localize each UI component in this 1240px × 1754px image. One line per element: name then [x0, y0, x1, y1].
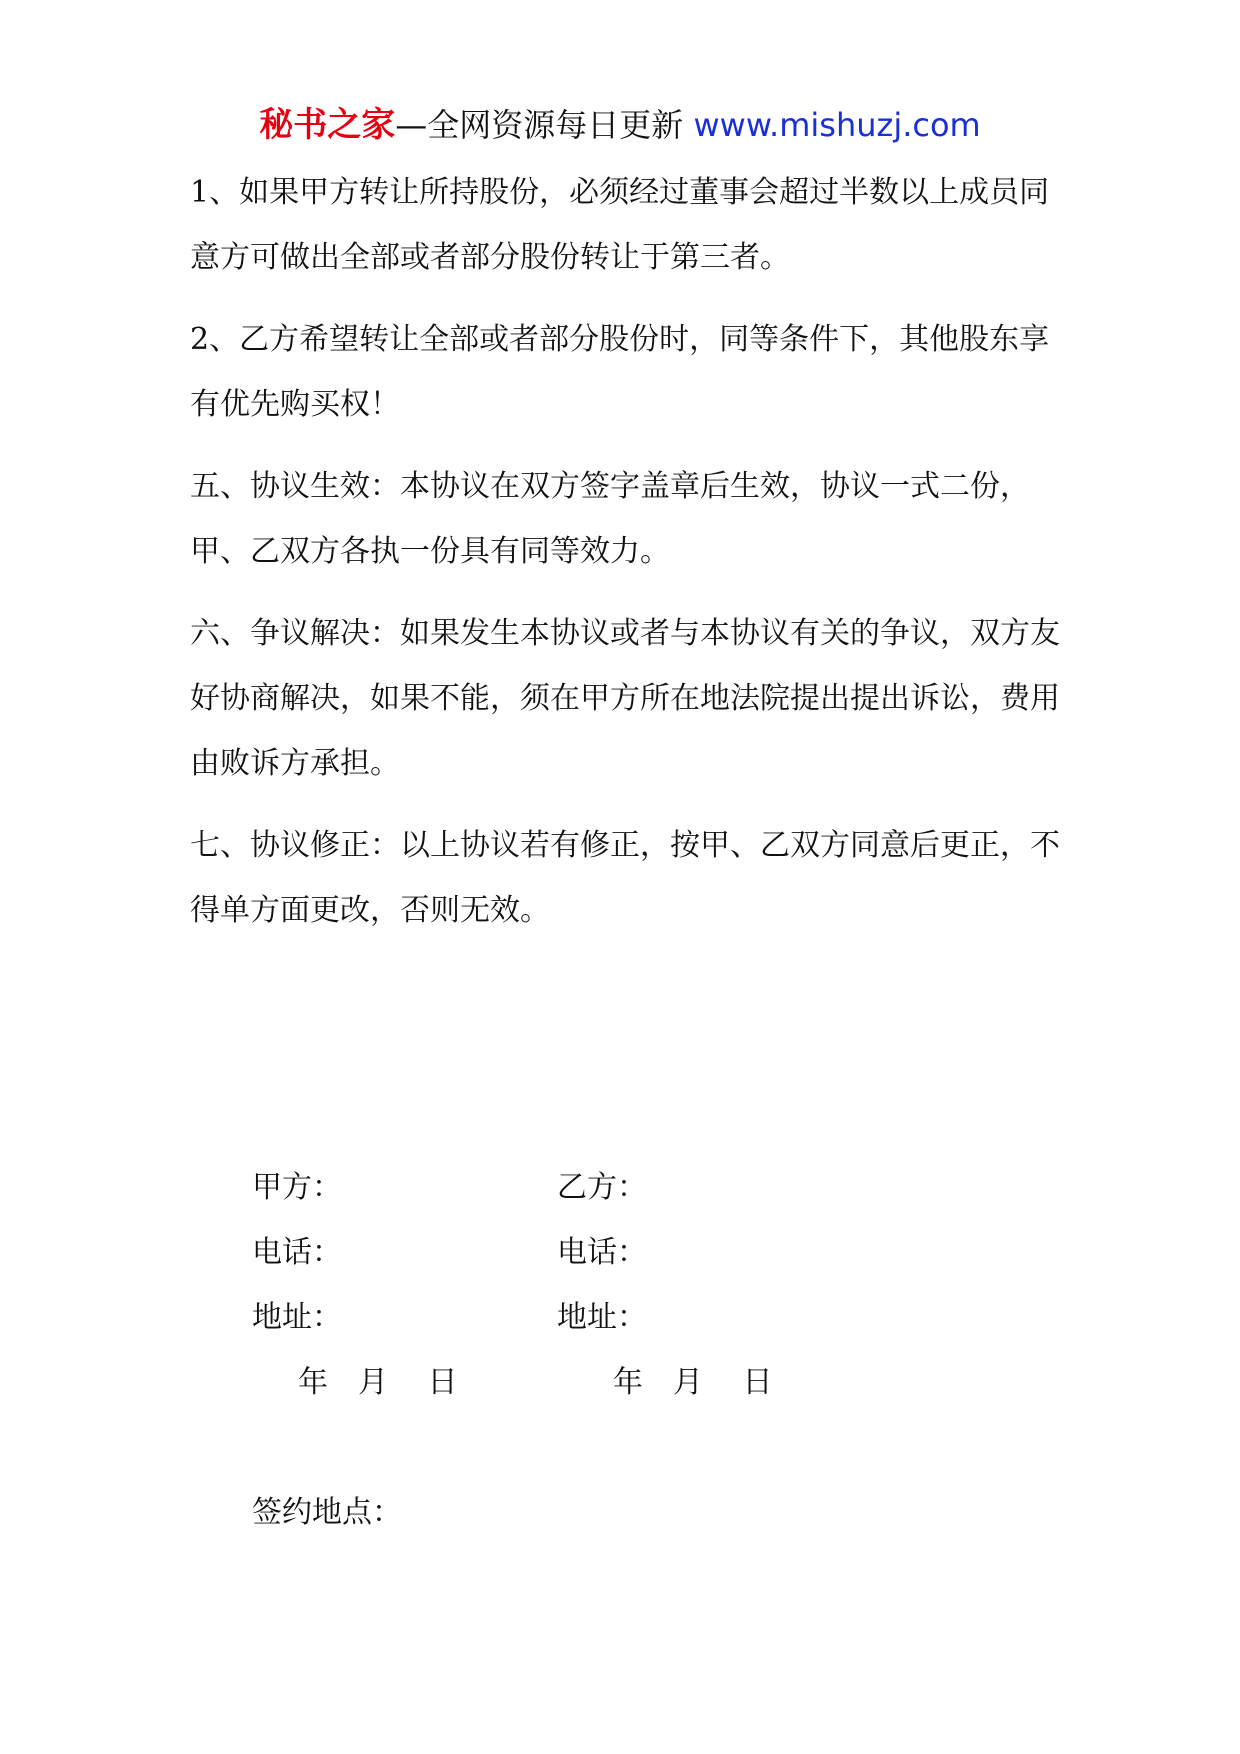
party-b-address-label: 地址：: [557, 1300, 647, 1335]
clause-dispute-resolution: 六、争议解决：如果发生本协议或者与本协议有关的争议，双方友好协商解决，如果不能，须在甲方所在地法院提出提出诉讼，费用由败诉方承担。: [190, 616, 1060, 781]
clause-transfer-party-a: 1、如果甲方转让所持股份，必须经过董事会超过半数以上成员同意方可做出全部或者部分股份转让于第三者。: [190, 175, 1050, 275]
party-b-date: 年 月 日: [613, 1365, 773, 1400]
date-row: [252, 1350, 952, 1415]
party-a-phone-label: 电话：: [252, 1235, 342, 1270]
address-row: [252, 1285, 952, 1350]
signature-block: [252, 1155, 952, 1415]
phone-row: [252, 1220, 952, 1285]
signing-place-label: 签约地点：: [252, 1495, 402, 1530]
party-b-phone-label: 电话：: [557, 1235, 647, 1270]
clause-amendment: 七、协议修正：以上协议若有修正，按甲、乙双方同意后更正，不得单方面更改，否则无效。: [190, 828, 1060, 928]
party-a-label: 甲方：: [252, 1170, 342, 1205]
clause-transfer-party-b: 2、乙方希望转让全部或者部分股份时，同等条件下，其他股东享有优先购买权！: [190, 322, 1050, 422]
site-url-link[interactable]: www.mishuzj.com: [693, 106, 981, 144]
clause-effectiveness: 五、协议生效：本协议在双方签字盖章后生效，协议一式二份，甲、乙双方各执一份具有同等效力。: [190, 469, 1030, 569]
brand-name: 秘书之家: [259, 105, 396, 145]
party-row: [252, 1155, 952, 1220]
party-b-label: 乙方：: [557, 1170, 647, 1205]
site-slogan: —全网资源每日更新: [395, 106, 684, 144]
party-a-address-label: 地址：: [252, 1300, 342, 1335]
site-header: [0, 100, 1240, 150]
party-a-date: 年 月 日: [298, 1365, 458, 1400]
agreement-body: [190, 160, 1060, 960]
